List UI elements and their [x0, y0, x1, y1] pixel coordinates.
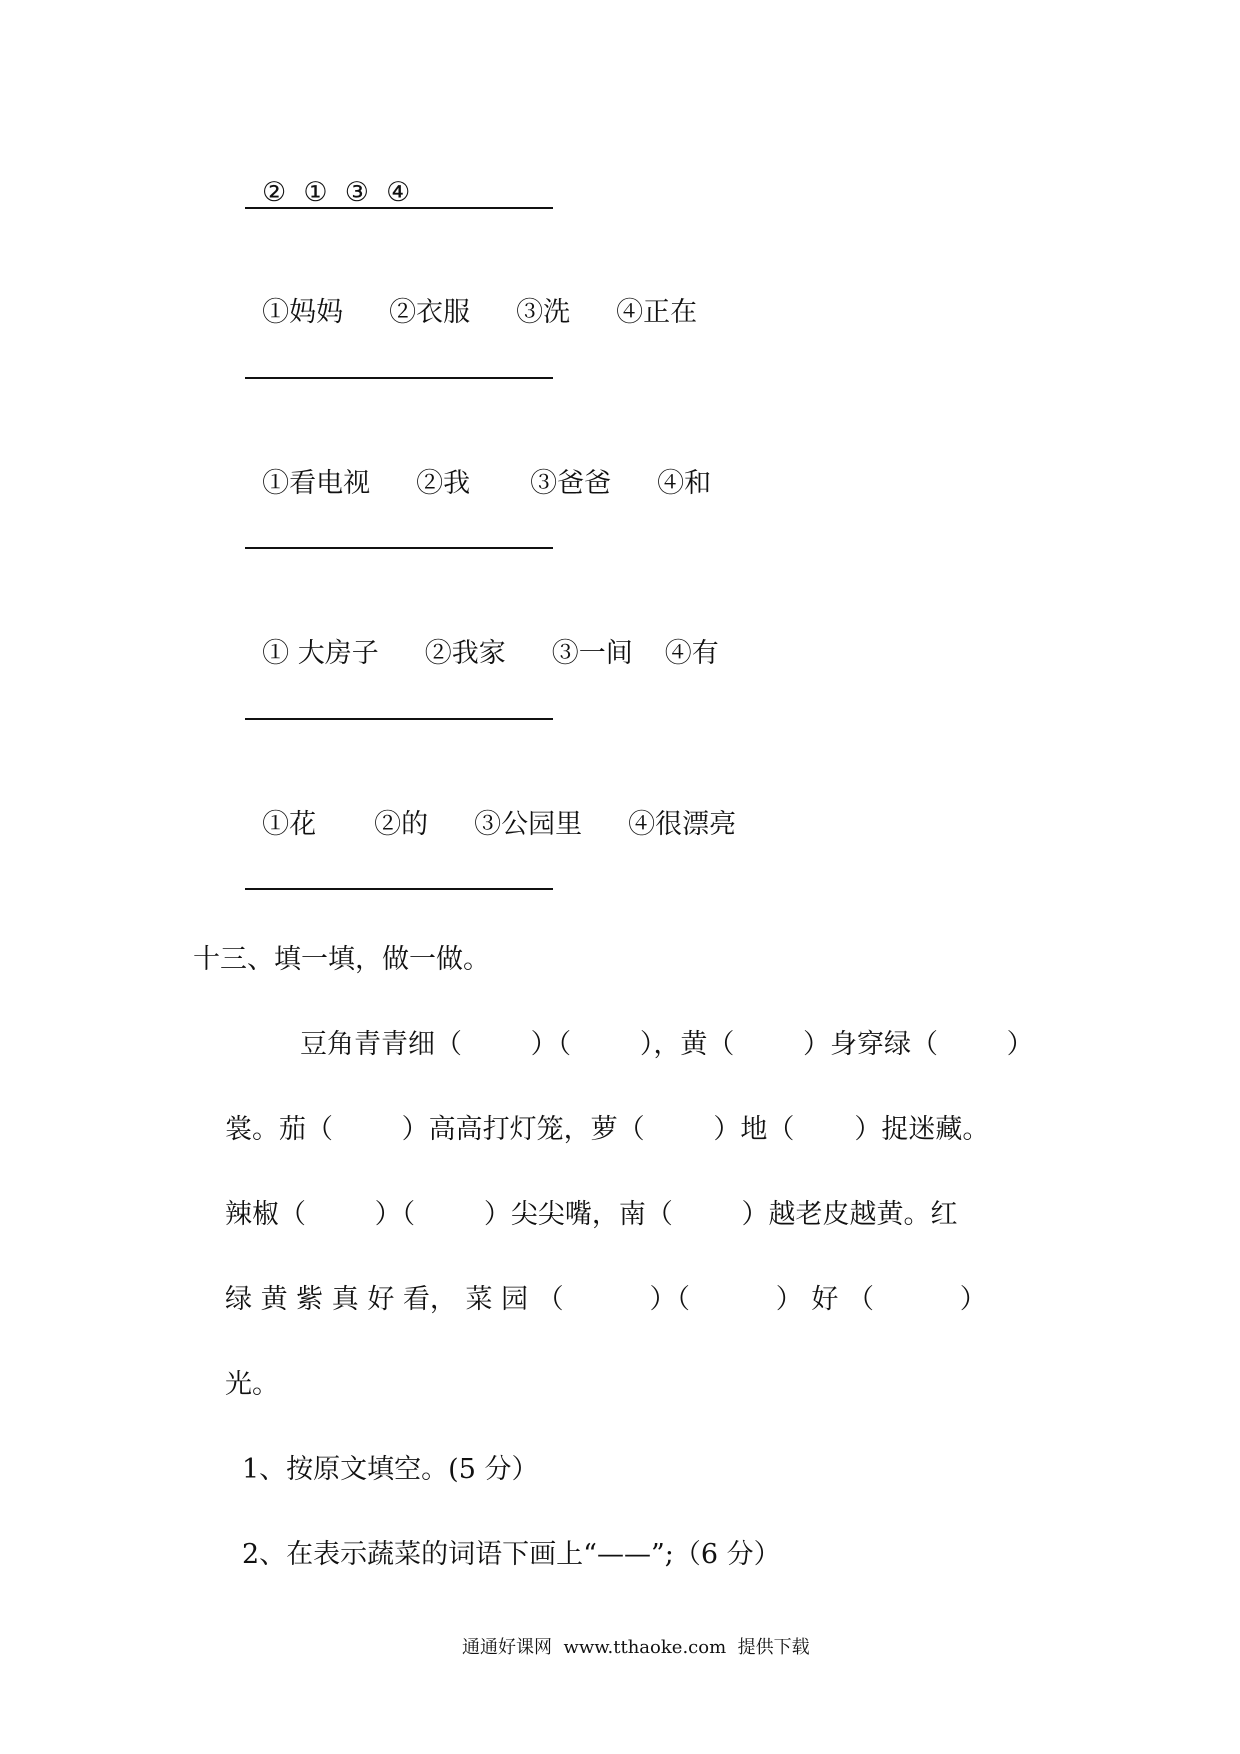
question-2: 2、在表示蔬菜的词语下画上“——”;（6 分） — [242, 1539, 781, 1570]
word-item: ②的 — [374, 809, 429, 840]
answer-line — [245, 377, 553, 379]
word-item: ②我 — [416, 468, 471, 499]
word-item: ③洗 — [516, 297, 571, 328]
word-item: ②我家 — [424, 638, 506, 669]
answer-line — [245, 547, 553, 549]
word-item: ④有 — [664, 638, 719, 669]
answer-line — [245, 718, 553, 720]
poem-line-3: 辣椒（ ）（ ）尖尖嘴，南（ ）越老皮越黄。红 — [225, 1199, 958, 1230]
word-item: ①妈妈 — [262, 297, 344, 328]
word-item: ③爸爸 — [530, 468, 612, 499]
section-title: 十三、填一填，做一做。 — [193, 944, 490, 975]
question-1: 1、按原文填空。(5 分） — [242, 1454, 539, 1485]
word-group-2 — [245, 433, 711, 501]
word-item: ① 大房子 — [262, 638, 379, 669]
word-group-1 — [245, 262, 697, 330]
answer-line — [245, 207, 553, 209]
word-group-4 — [245, 774, 736, 842]
word-item: ②衣服 — [389, 297, 471, 328]
word-item: ④很漂亮 — [628, 809, 737, 840]
poem-line-4: 绿 黄 紫 真 好 看， 菜 园 （ ）（ ） 好 （ ） — [225, 1284, 987, 1315]
word-item: ③一间 — [551, 638, 633, 669]
word-item: ③公园里 — [474, 809, 583, 840]
word-item: ①看电视 — [262, 468, 371, 499]
answer-line — [245, 888, 553, 890]
poem-line-5: 光。 — [225, 1369, 279, 1400]
poem-line-1: 豆角青青细（ ）（ ），黄（ ）身穿绿（ ） — [300, 1029, 1034, 1060]
word-item: ①花 — [262, 809, 317, 840]
word-item: ④正在 — [616, 297, 698, 328]
answer-example: ② ① ③ ④ — [262, 177, 411, 208]
word-group-3 — [245, 603, 719, 671]
footer-text: 通通好课网 www.tthaoke.com 提供下载 — [462, 1637, 810, 1658]
word-item: ④和 — [657, 468, 712, 499]
poem-line-2: 裳。茄（ ）高高打灯笼，萝（ ）地（ ）捉迷藏。 — [225, 1114, 990, 1145]
